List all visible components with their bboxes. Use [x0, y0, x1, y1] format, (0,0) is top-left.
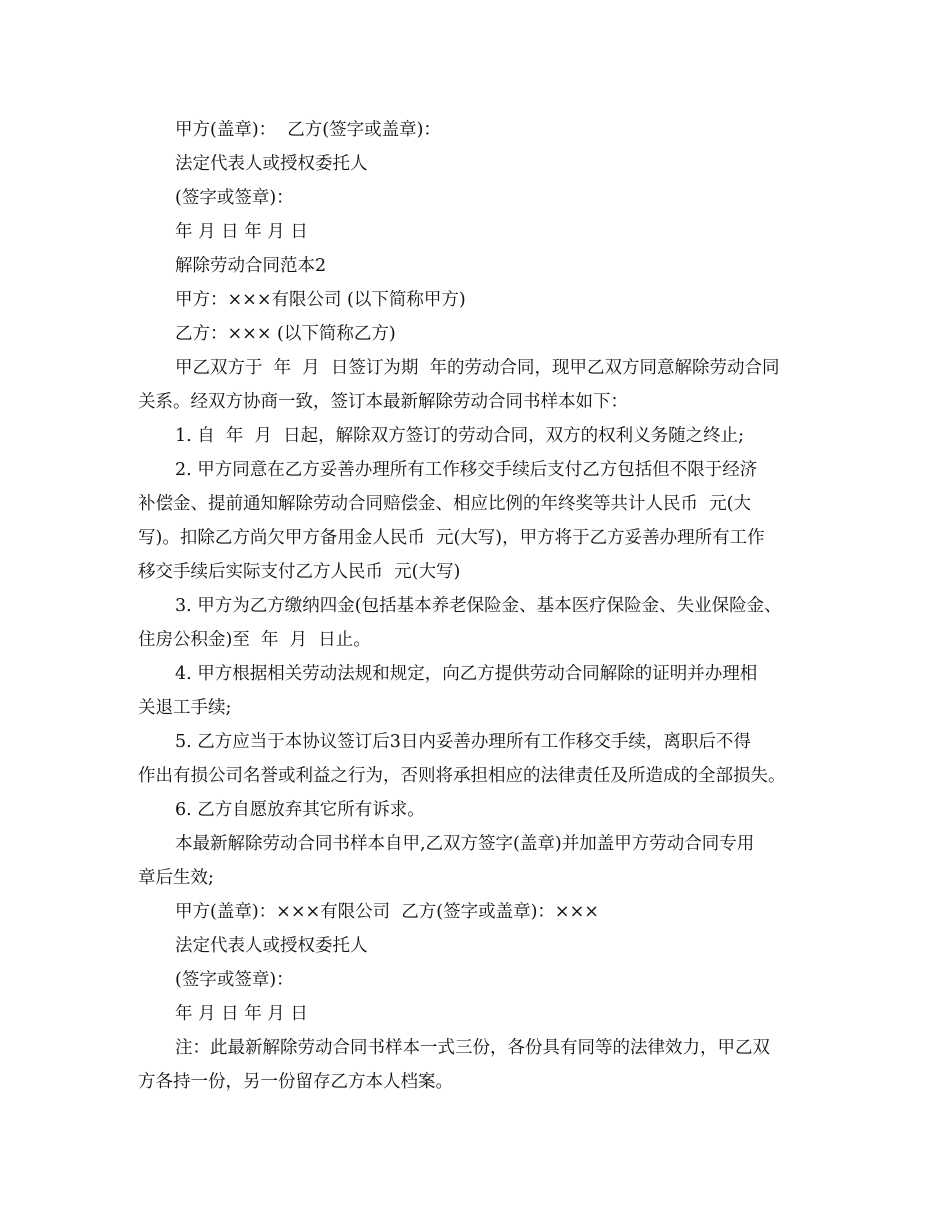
- legal-representative-line: 法定代表人或授权委托人: [175, 936, 368, 956]
- clause-4-line: 关退工手续;: [138, 698, 232, 718]
- party-b-line: 乙方：××× (以下简称乙方): [175, 324, 396, 344]
- note-line: 注：此最新解除劳动合同书样本一式三份，各份具有同等的法律效力，甲乙双: [175, 1038, 770, 1058]
- signature-note-line: (签字或签章)：: [175, 188, 294, 208]
- signature-note-line: (签字或签章)：: [175, 970, 294, 990]
- section-title: 解除劳动合同范本2: [175, 256, 327, 276]
- clause-2-line: 补偿金、提前通知解除劳动合同赔偿金、相应比例的年终奖等共计人民币 元(大: [138, 494, 751, 514]
- effective-clause-line: 章后生效;: [138, 868, 214, 888]
- date-line: 年 月 日 年 月 日: [175, 222, 308, 242]
- clause-2-line: 写)。扣除乙方尚欠甲方备用金人民币 元(大写)，甲方将于乙方妥善办理所有工作: [138, 528, 765, 548]
- clause-6-line: 6. 乙方自愿放弃其它所有诉求。: [175, 800, 425, 820]
- clause-3-line: 住房公积金)至 年 月 日止。: [138, 630, 371, 650]
- clause-5-line: 5. 乙方应当于本协议签订后3日内妥善办理所有工作移交手续，离职后不得: [175, 732, 751, 752]
- clause-4-line: 4. 甲方根据相关劳动法规和规定，向乙方提供劳动合同解除的证明并办理相: [175, 664, 758, 684]
- note-line: 方各持一份，另一份留存乙方本人档案。: [138, 1072, 453, 1092]
- party-a-line: 甲方：×××有限公司 (以下简称甲方): [175, 290, 466, 310]
- signature-line-parties: 甲方(盖章)：×××有限公司 乙方(签字或盖章)：×××: [175, 902, 599, 922]
- clause-3-line: 3. 甲方为乙方缴纳四金(包括基本养老保险金、基本医疗保险金、失业保险金、: [175, 596, 782, 616]
- signature-line-parties: 甲方(盖章)： 乙方(签字或盖章)：: [175, 120, 441, 140]
- legal-representative-line: 法定代表人或授权委托人: [175, 154, 368, 174]
- paragraph-intro-line: 关系。经双方协商一致，签订本最新解除劳动合同书样本如下：: [138, 392, 628, 412]
- clause-1-line: 1. 自 年 月 日起，解除双方签订的劳动合同，双方的权利义务随之终止;: [175, 426, 745, 446]
- paragraph-intro-line: 甲乙双方于 年 月 日签订为期 年的劳动合同，现甲乙双方同意解除劳动合同: [175, 358, 780, 378]
- document-body: [138, 113, 828, 1099]
- effective-clause-line: 本最新解除劳动合同书样本自甲,乙双方签字(盖章)并加盖甲方劳动合同专用: [175, 834, 755, 854]
- clause-2-line: 移交手续后实际支付乙方人民币 元(大写): [138, 562, 461, 582]
- clause-2-line: 2. 甲方同意在乙方妥善办理所有工作移交手续后支付乙方包括但不限于经济: [175, 460, 758, 480]
- clause-5-line: 作出有损公司名誉或利益之行为，否则将承担相应的法律责任及所造成的全部损失。: [138, 766, 786, 786]
- date-line: 年 月 日 年 月 日: [175, 1004, 308, 1024]
